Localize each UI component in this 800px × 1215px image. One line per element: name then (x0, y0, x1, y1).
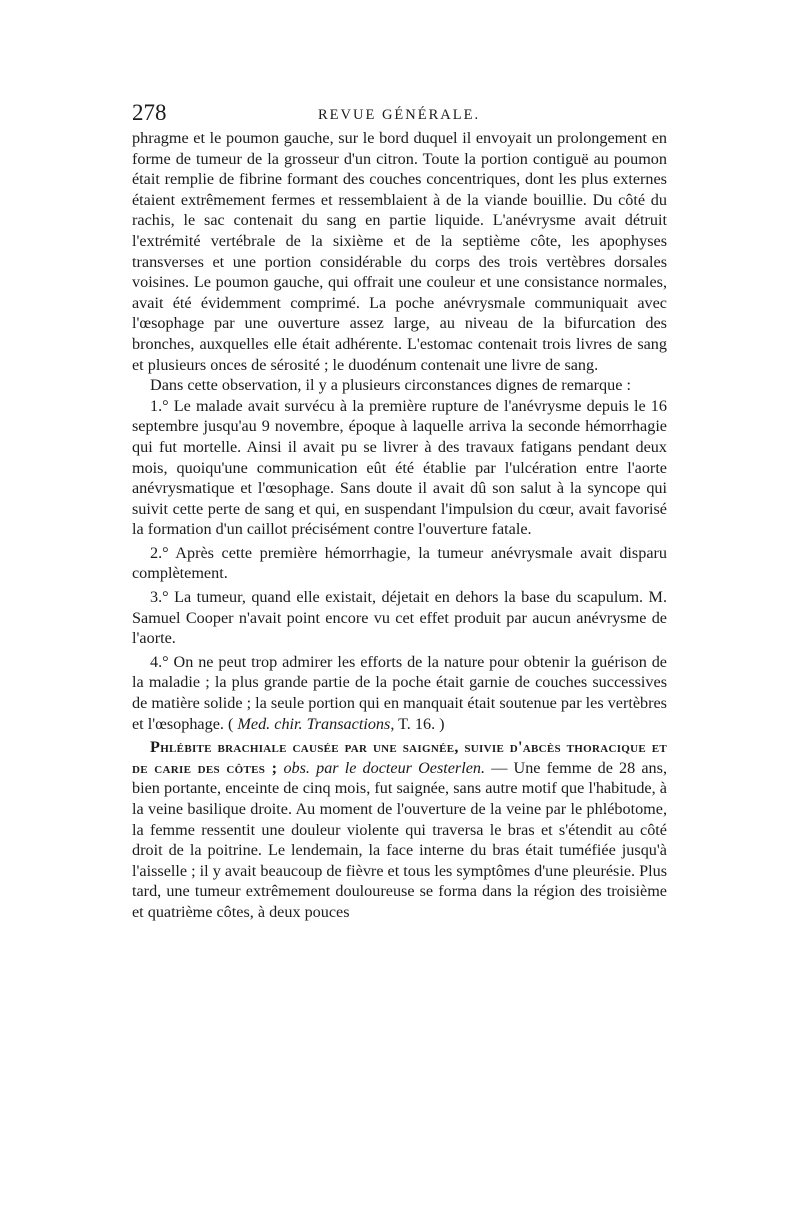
paragraph-phlebitis-case (132, 737, 667, 922)
remark-4-text: 4.° On ne peut trop admirer les efforts de la nature pour obtenir la guérison de la maladie ; la plus grande partie de la poche était garnie de couches successives de matière solide ; la seule portion qui en manquait était soutenue par les vertèbres et l'œsophage. ( (132, 652, 667, 733)
book-page (132, 98, 667, 923)
paragraph-remark-1: 1.° Le malade avait survécu à la première rupture de l'anévrysme depuis le 16 septembre jusqu'au 9 novembre, époque à laquelle arriva la seconde hémorrhagie qui fut mortelle. Ainsi il avait pu se livrer à des travaux fatigans pendant deux mois, quoiqu'une communication eût été établie par l'ulcération entre l'aorte anévrysmatique et l'œsophage. Sans doute il avait dû son salut à la syncope qui suivit cette perte de sang et qui, en suspendant l'impulsion du cœur, avait favorisé la formation d'un caillot précisément contre l'ouverture fatale. (132, 396, 667, 539)
paragraph-autopsy-findings: phragme et le poumon gauche, sur le bord duquel il envoyait un prolongement en forme de tumeur de la grosseur d'un citron. Toute la portion contiguë au poumon était remplie de fibrine formant des couches concentriques, dont les plus externes étaient extrêmement fermes et ressemblaient à de la viande bouillie. Du côté du rachis, le sac contenait du sang en partie liquide. L'anévrysme avait détruit l'extrémité vertébrale de la sixième et de la septième côte, les apophyses transverses et une portion considérable du corps des trois vertèbres dorsales voisines. Le poumon gauche, qui offrait une couleur et une consistance normales, avait été évidemment comprimé. La poche anévrysmale communiquait avec l'œsophage par une ouverture assez large, au niveau de la bifurcation des bronches, auxquelles elle était adhérente. L'estomac contenait trois livres de sang et plusieurs onces de sérosité ; le duodénum contenait une livre de sang. (132, 129, 667, 374)
page-number: 278 (132, 100, 167, 125)
paragraph-remarks-intro: Dans cette observation, il y a plusieurs circonstances dignes de remarque : (150, 376, 631, 395)
body-text (132, 128, 667, 923)
journal-reference: Med. chir. Transactions (237, 714, 391, 733)
case-text: — Une femme de 28 ans, bien portante, enceinte de cinq mois, fut saignée, sans autre motif que l'habitude, à la veine basilique droite. Au moment de l'ouverture de la veine par le phlébotome, la femme ressentit une douleur violente qui traversa le bras et s'étendit au côté droit de la poitrine. Le lendemain, la face interne du bras était tuméfiée jusqu'à l'aisselle ; il y avait beaucoup de fièvre et tous les symptômes d'une pleurésie. Plus tard, une tumeur extrêmement douloureuse se forma dans la région des troisième et quatrième côtes, à deux pouces (132, 758, 667, 921)
paragraph-remark-2: 2.° Après cette première hémorrhagie, la tumeur anévrysmale avait disparu complètement. (132, 543, 667, 583)
paragraph-remark-4 (132, 652, 667, 734)
running-header (132, 98, 667, 128)
section-heading: Phlébite brachiale causée par une saignée, suivie d'abcès thoracique et de carie des côtes ; (132, 738, 667, 777)
running-title: REVUE GÉNÉRALE. (318, 107, 481, 123)
journal-volume: , T. 16. ) (390, 714, 445, 733)
paragraph-remark-3: 3.° La tumeur, quand elle existait, déjetait en dehors la base du scapulum. M. Samuel Cooper n'avait point encore vu cet effet produit par aucun anévrysme de l'aorte. (132, 588, 667, 648)
observation-source: obs. par le docteur Oesterlen. (283, 758, 486, 777)
